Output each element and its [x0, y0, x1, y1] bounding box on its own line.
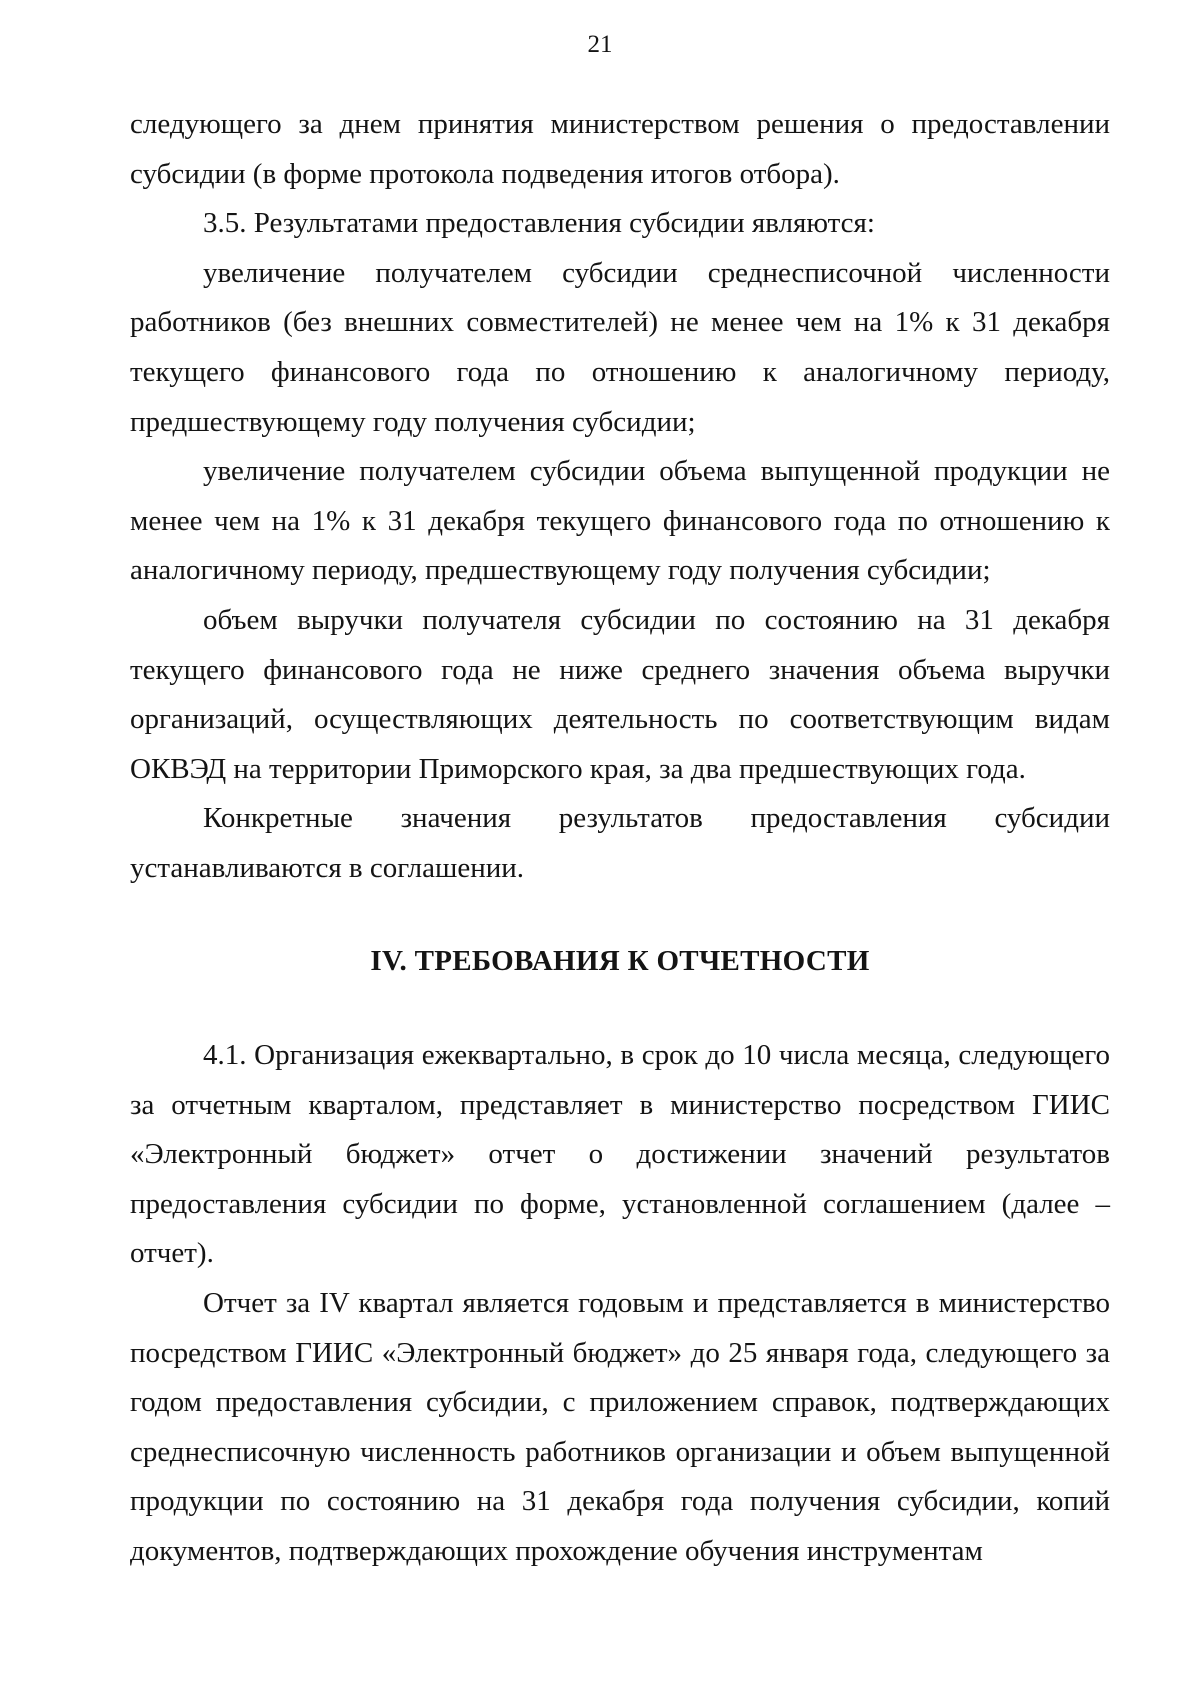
document-body [130, 100, 1110, 1577]
section-heading: IV. ТРЕБОВАНИЯ К ОТЧЕТНОСТИ [370, 944, 870, 977]
paragraph-annual-report: Отчет за IV квартал является годовым и представляется в министерство посредством ГИИС «Электронный бюджет» до 25 января года, следующего за годом предоставления субсидии, с приложением справок, подтверждающих среднесписочную численность работников организации и объем выпущенной продукции по состоянию на 31 декабря года получения субсидии, копий документов, подтверждающих прохождение обучения инструментам [130, 1287, 1110, 1568]
paragraph-result-values: Конкретные значения результатов предоставления субсидии устанавливаются в соглашении. [130, 802, 1110, 884]
paragraph-3-5: 3.5. Результатами предоставления субсидии являются: [203, 207, 875, 240]
paragraph-continuation: следующего за днем принятия министерством решения о предоставлении субсидии (в форме протокола подведения итогов отбора). [130, 108, 1110, 190]
paragraph-result-production: увеличение получателем субсидии объема выпущенной продукции не менее чем на 1% к 31 декабря текущего финансового года по отношению к аналогичному периоду, предшествующему году получения субсидии; [130, 455, 1110, 587]
page-number: 21 [587, 31, 613, 58]
paragraph-result-revenue: объем выручки получателя субсидии по состоянию на 31 декабря текущего финансового года не ниже среднего значения объема выручки организаций, осуществляющих деятельность по соответствующим видам ОКВЭД на территории Приморского края, за два предшествующих года. [130, 603, 1110, 785]
paragraph-4-1: 4.1. Организация ежеквартально, в срок до 10 числа месяца, следующего за отчетным кварталом, представляет в министерство посредством ГИИС «Электронный бюджет» отчет о достижении значений результатов предоставления субсидии по форме, установленной соглашением (далее – отчет). [130, 1039, 1110, 1270]
paragraph-result-employees: увеличение получателем субсидии среднесписочной численности работников (без внешних совместителей) не менее чем на 1% к 31 декабря текущего финансового года по отношению к аналогичному периоду, предшествующему году получения субсидии; [130, 256, 1110, 438]
